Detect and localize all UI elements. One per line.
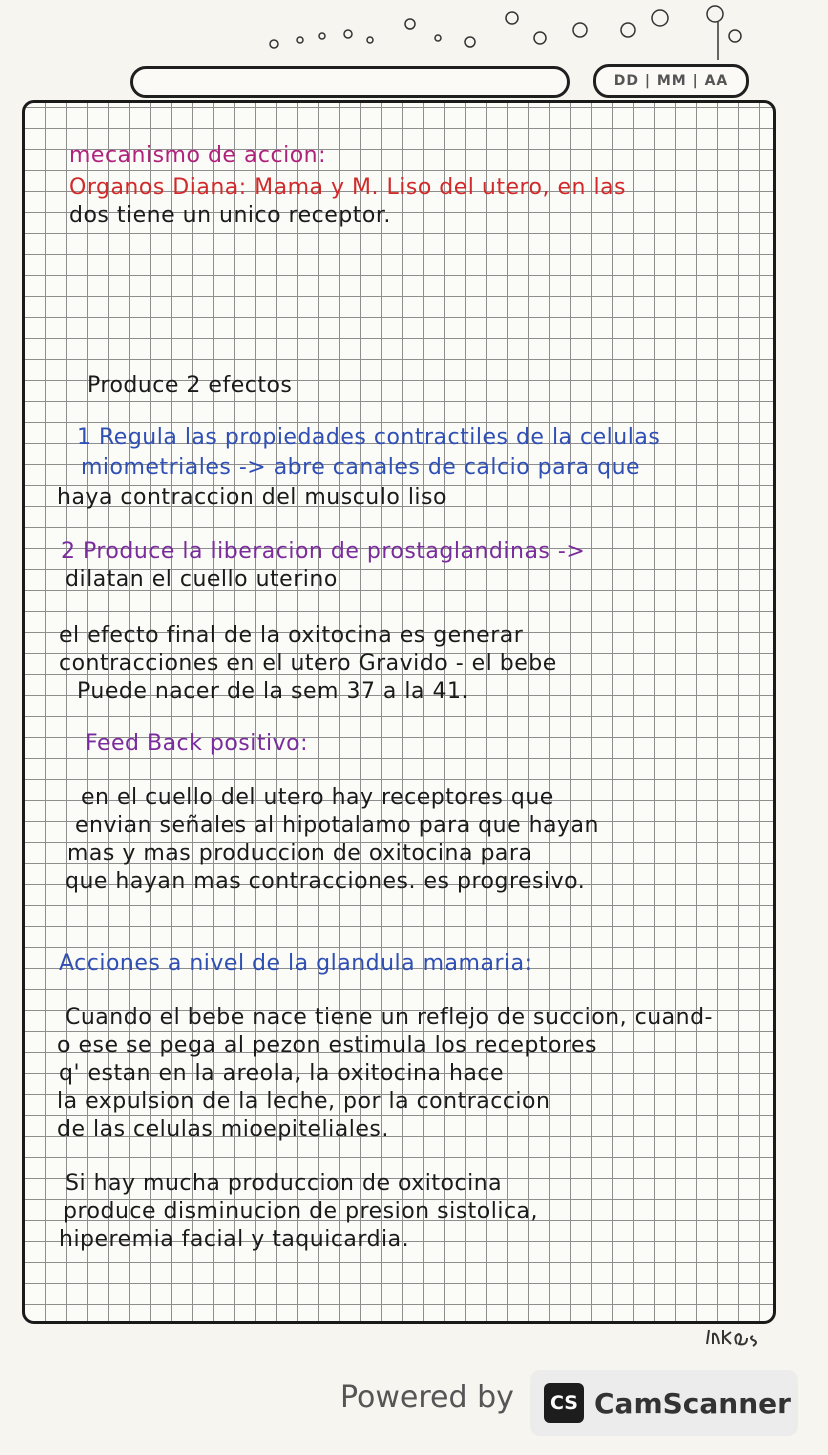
note-line: hiperemia facial y taquicardia. xyxy=(59,1227,410,1252)
signature-mark-icon xyxy=(703,1322,773,1352)
note-line: o ese se pega al pezon estimula los receptores xyxy=(57,1033,597,1058)
camscanner-logo-icon: CS xyxy=(544,1383,584,1423)
camscanner-brand-name: CamScanner xyxy=(594,1386,791,1420)
note-line: el efecto final de la oxitocina es generar xyxy=(59,623,524,648)
note-line: Puede nacer de la sem 37 a la 41. xyxy=(77,679,469,704)
note-line: contracciones en el utero Gravido - el bebe xyxy=(59,651,557,676)
note-line: en el cuello del utero hay receptores que xyxy=(81,785,554,810)
note-line: mas y mas produccion de oxitocina para xyxy=(67,841,533,866)
note-line: dilatan el cuello uterino xyxy=(65,567,338,592)
note-line: haya contraccion del musculo liso xyxy=(57,485,447,510)
camscanner-badge xyxy=(530,1370,798,1436)
note-line: miometriales -> abre canales de calcio para que xyxy=(81,455,641,480)
note-line: de las celulas mioepiteliales. xyxy=(57,1117,389,1142)
note-line: la expulsion de la leche, por la contraccion xyxy=(57,1089,551,1114)
note-line: que hayan mas contracciones. es progresivo. xyxy=(65,869,586,894)
note-line: q' estan en la areola, la oxitocina hace xyxy=(59,1061,504,1086)
note-line: produce disminucion de presion sistolica, xyxy=(63,1199,539,1224)
note-line: Acciones a nivel de la glandula mamaria: xyxy=(59,951,533,976)
title-field xyxy=(130,66,570,98)
note-line: 1 Regula las propiedades contractiles de la celulas xyxy=(77,425,661,450)
date-field: DD | MM | AA xyxy=(593,64,749,98)
note-line: Cuando el bebe nace tiene un reflejo de succion, cuand- xyxy=(65,1005,713,1030)
powered-by-text: Powered by xyxy=(340,1380,514,1415)
note-line: envian señales al hipotalamo para que hayan xyxy=(75,813,599,838)
note-line: Organos Diana: Mama y M. Liso del utero, en las xyxy=(69,175,627,200)
note-line: Feed Back positivo: xyxy=(85,731,309,756)
note-line: Si hay mucha produccion de oxitocina xyxy=(65,1171,503,1196)
note-line: mecanismo de accion: xyxy=(69,143,327,168)
note-line: Produce 2 efectos xyxy=(87,373,293,398)
note-line: 2 Produce la liberacion de prostaglandinas -> xyxy=(61,539,586,564)
flower-doodles-icon xyxy=(260,0,780,66)
notebook-page xyxy=(22,100,776,1324)
note-line: dos tiene un unico receptor. xyxy=(69,203,391,228)
